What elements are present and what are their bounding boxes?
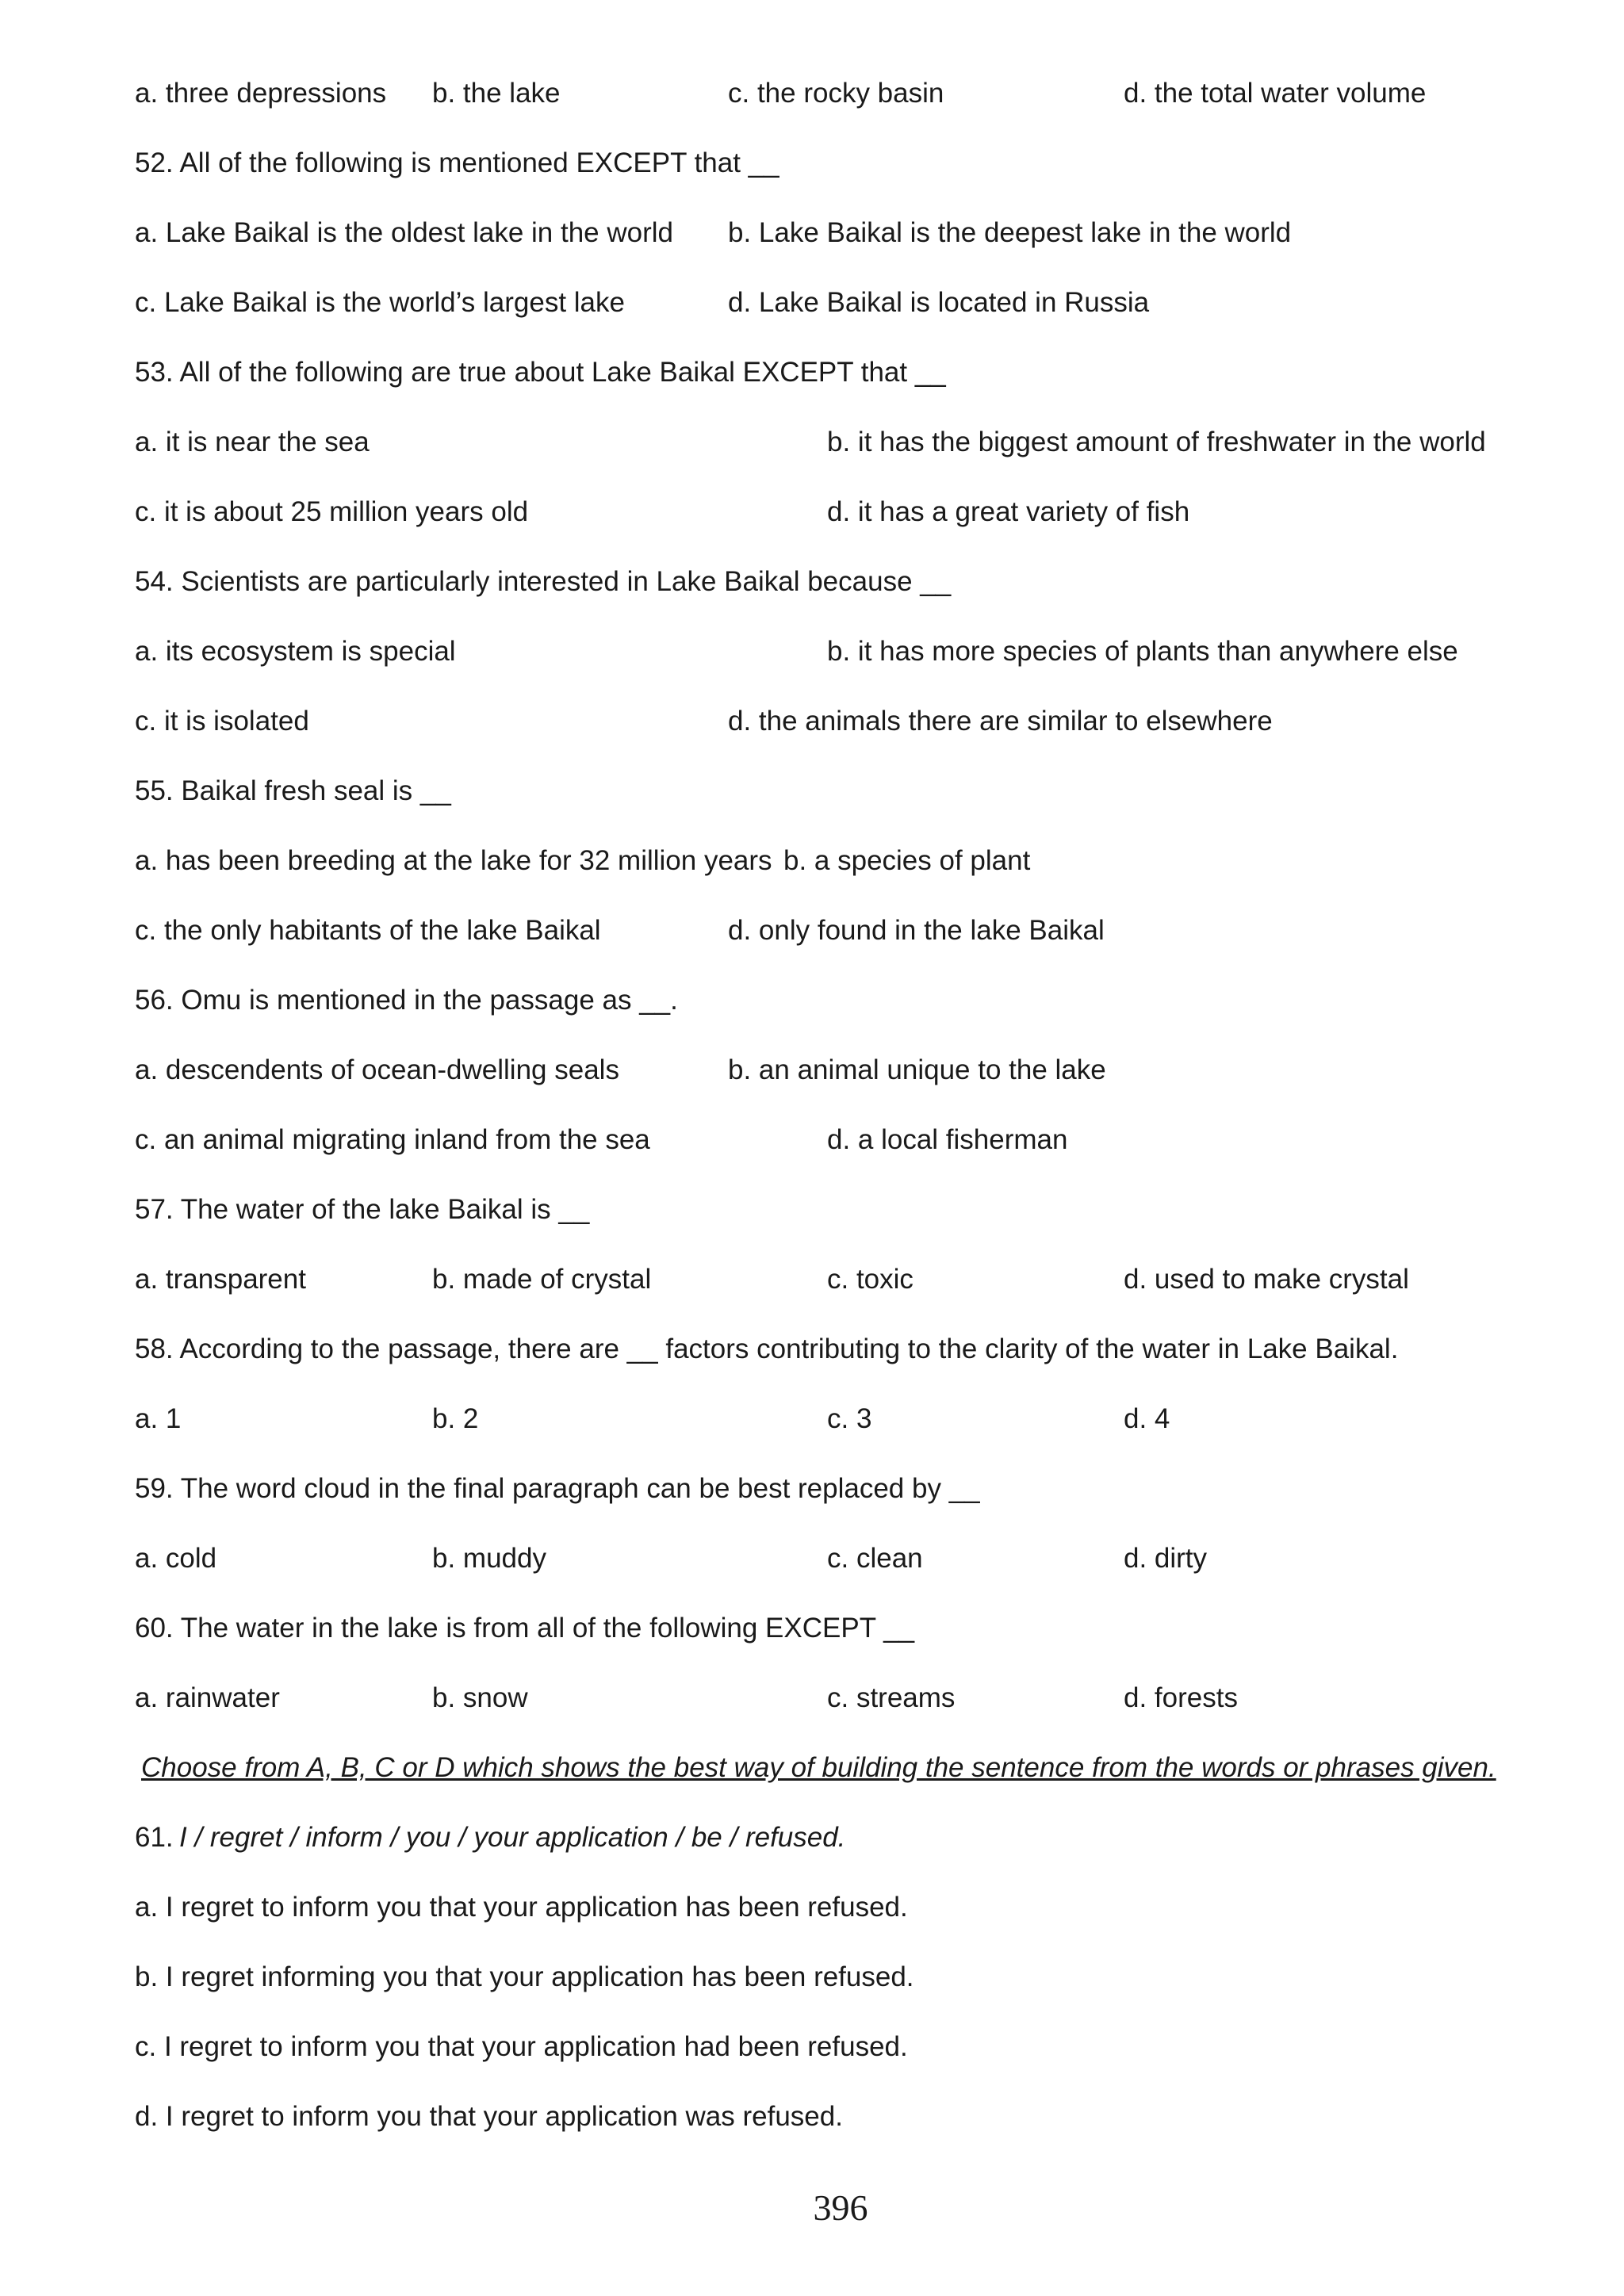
option-row xyxy=(135,1535,1515,1582)
option-a: a. it is near the sea xyxy=(135,427,370,457)
option-a: a. its ecosystem is special xyxy=(135,636,456,667)
option-a: a. Lake Baikal is the oldest lake in the world xyxy=(135,217,673,248)
option-c: c. the only habitants of the lake Baikal xyxy=(135,915,601,946)
option-row xyxy=(135,1047,1515,1094)
option-row xyxy=(135,628,1515,675)
option-row xyxy=(135,70,1515,117)
option-d: d. Lake Baikal is located in Russia xyxy=(728,287,1150,318)
option-c: c. clean xyxy=(827,1543,923,1574)
option-c: c. toxic xyxy=(827,1264,914,1295)
section-instruction xyxy=(135,1744,1515,1792)
question-58 xyxy=(135,1326,1515,1373)
option-row xyxy=(135,1954,1515,2001)
option-b: b. Lake Baikal is the deepest lake in the world xyxy=(728,217,1292,248)
option-d: d. I regret to inform you that your application was refused. xyxy=(135,2101,843,2132)
option-d: d. a local fisherman xyxy=(827,1124,1068,1155)
option-d: d. the animals there are similar to elsewhere xyxy=(728,706,1273,737)
option-a: a. I regret to inform you that your application has been refused. xyxy=(135,1892,908,1923)
option-b: b. it has more species of plants than anywhere else xyxy=(827,636,1458,667)
question-text: 57. The water of the lake Baikal is __ xyxy=(135,1194,590,1225)
page-number: 396 xyxy=(813,2187,868,2228)
option-a: a. transparent xyxy=(135,1264,306,1295)
option-b: b. a species of plant xyxy=(783,845,1031,876)
option-row xyxy=(135,837,1515,885)
question-61 xyxy=(135,1814,1515,1862)
question-54 xyxy=(135,558,1515,606)
option-row xyxy=(135,419,1515,466)
question-53 xyxy=(135,349,1515,396)
question-text: 54. Scientists are particularly interested in Lake Baikal because __ xyxy=(135,566,952,597)
option-b: b. the lake xyxy=(432,78,561,109)
option-b: b. I regret informing you that your application has been refused. xyxy=(135,1961,914,1992)
option-d: d. forests xyxy=(1124,1682,1238,1713)
option-b: b. it has the biggest amount of freshwater in the world xyxy=(827,427,1486,457)
option-a: a. cold xyxy=(135,1543,217,1574)
question-text: 58. According to the passage, there are __ factors contributing to the clarity of the water in Lake Baikal. xyxy=(135,1334,1399,1364)
question-text: 55. Baikal fresh seal is __ xyxy=(135,775,451,806)
option-row xyxy=(135,1256,1515,1303)
option-row xyxy=(135,1116,1515,1164)
question-text: 53. All of the following are true about Lake Baikal EXCEPT that __ xyxy=(135,357,946,388)
option-row xyxy=(135,2023,1515,2071)
instruction-text: Choose from A, B, C or D which shows the best way of building the sentence from the words or phrases given. xyxy=(141,1752,1496,1783)
option-c: c. the rocky basin xyxy=(728,78,944,109)
option-row xyxy=(135,1884,1515,1931)
option-b: b. snow xyxy=(432,1682,528,1713)
option-c: c. it is about 25 million years old xyxy=(135,496,529,527)
question-52 xyxy=(135,140,1515,187)
option-d: d. the total water volume xyxy=(1124,78,1427,109)
option-b: b. 2 xyxy=(432,1403,479,1434)
option-d: d. only found in the lake Baikal xyxy=(728,915,1105,946)
option-b: b. an animal unique to the lake xyxy=(728,1054,1106,1085)
option-row xyxy=(135,1674,1515,1722)
option-d: d. dirty xyxy=(1124,1543,1208,1574)
option-c: c. 3 xyxy=(827,1403,872,1434)
option-a: a. has been breeding at the lake for 32 million years xyxy=(135,845,772,876)
question-57 xyxy=(135,1186,1515,1234)
question-text: 60. The water in the lake is from all of the following EXCEPT __ xyxy=(135,1613,915,1644)
option-row xyxy=(135,488,1515,536)
question-text: 56. Omu is mentioned in the passage as __. xyxy=(135,985,678,1016)
option-c: c. an animal migrating inland from the sea xyxy=(135,1124,650,1155)
question-60 xyxy=(135,1605,1515,1652)
option-row xyxy=(135,1395,1515,1443)
option-b: b. muddy xyxy=(432,1543,546,1574)
option-c: c. it is isolated xyxy=(135,706,309,737)
option-d: d. it has a great variety of fish xyxy=(827,496,1190,527)
option-d: d. 4 xyxy=(1124,1403,1170,1434)
option-row xyxy=(135,907,1515,955)
option-a: a. 1 xyxy=(135,1403,182,1434)
option-a: a. descendents of ocean-dwelling seals xyxy=(135,1054,619,1085)
question-55 xyxy=(135,767,1515,815)
option-c: c. Lake Baikal is the world’s largest lake xyxy=(135,287,625,318)
question-number: 61. xyxy=(135,1822,174,1853)
option-a: a. three depressions xyxy=(135,78,387,109)
question-text: 52. All of the following is mentioned EXCEPT that __ xyxy=(135,147,779,178)
question-56 xyxy=(135,977,1515,1024)
option-a: a. rainwater xyxy=(135,1682,280,1713)
option-c: c. I regret to inform you that your application had been refused. xyxy=(135,2031,908,2062)
question-prompt: I / regret / inform / you / your application / be / refused. xyxy=(179,1822,846,1853)
option-row xyxy=(135,2093,1515,2141)
option-row xyxy=(135,209,1515,257)
option-row xyxy=(135,698,1515,745)
question-59 xyxy=(135,1465,1515,1513)
option-row xyxy=(135,279,1515,327)
option-c: c. streams xyxy=(827,1682,956,1713)
option-d: d. used to make crystal xyxy=(1124,1264,1409,1295)
option-b: b. made of crystal xyxy=(432,1264,652,1295)
question-text: 59. The word cloud in the final paragraph can be best replaced by __ xyxy=(135,1473,980,1504)
